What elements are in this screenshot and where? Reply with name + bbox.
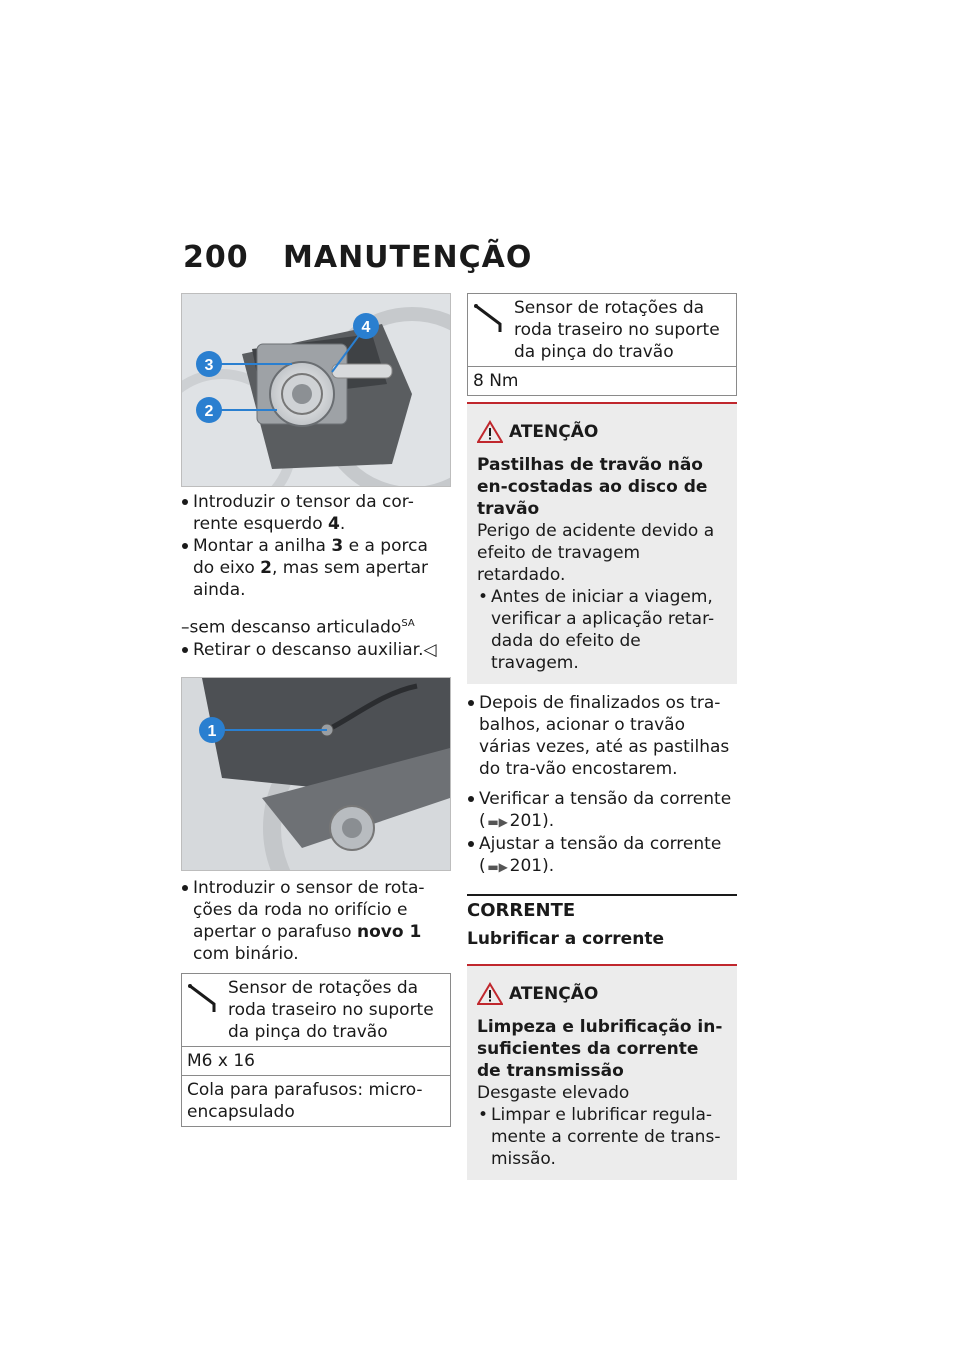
warning-text: Perigo de acidente devido a efeito de travagem retardado. bbox=[477, 521, 715, 585]
spec-head: Sensor de rotações da roda traseiro no suporte da pinça do travão bbox=[182, 974, 450, 1046]
page-ref-link[interactable]: 201). bbox=[509, 811, 555, 831]
page-number: 200 bbox=[183, 240, 249, 275]
warning-bullets bbox=[477, 1104, 727, 1170]
warning-header bbox=[477, 420, 727, 444]
step-insert-sensor: Introduzir o sensor de rota- ções da roda no orifício e apertar o parafuso novo 1 com binário. bbox=[181, 877, 451, 965]
spec-head: Sensor de rotações da roda traseiro no suporte da pinça do travão bbox=[468, 294, 736, 366]
warning-title: Limpeza e lubrificação in-suficientes da corrente de transmissão bbox=[477, 1017, 723, 1081]
step-insert-tensioner: Introduzir o tensor da cor- rente esquerdo 4. bbox=[181, 491, 451, 535]
wrench-icon bbox=[188, 980, 222, 1014]
torque-spec-table-right bbox=[467, 293, 737, 396]
spec-row-torque: 8 Nm bbox=[468, 366, 736, 395]
wheel-sensor-illustration bbox=[182, 678, 450, 870]
warning-title: Pastilhas de travão não en-costadas ao disco de travão bbox=[477, 455, 708, 519]
callout-1-label: 1 bbox=[207, 722, 217, 740]
page-title: MANUTENÇÃO bbox=[283, 240, 533, 275]
option-superscript: SA bbox=[401, 618, 415, 629]
warning-bullets bbox=[477, 586, 727, 674]
warning-bullet: • Antes de iniciar a viagem, verificar a aplicação retar-dada do efeito de travagem. bbox=[477, 586, 727, 674]
callout-4-label: 4 bbox=[361, 319, 371, 336]
warning-box-chain bbox=[467, 964, 737, 1180]
photo-wheel-sensor bbox=[181, 677, 451, 871]
condition-line: –sem descanso articulado$^{SA}$ bbox=[181, 617, 415, 638]
steps-list-2 bbox=[181, 877, 451, 965]
warning-triangle-icon bbox=[477, 982, 503, 1006]
steps-list-right bbox=[467, 692, 737, 878]
wrench-icon bbox=[474, 300, 508, 334]
step-adjust-tension: Ajustar a tensão da corrente ( ▬▶ 201). bbox=[467, 833, 737, 878]
warning-label: ATENÇÃO bbox=[509, 422, 599, 442]
subsection-title: Lubrificar a corrente bbox=[467, 929, 664, 949]
step-remove-stand: Retirar o descanso auxiliar.◁ bbox=[181, 639, 451, 661]
warning-bullet: • Limpar e lubrificar regula-mente a corrente de trans-missão. bbox=[477, 1104, 727, 1170]
torque-spec-table-left bbox=[181, 973, 451, 1127]
step-brake-pump: Depois de finalizados os tra-balhos, acionar o travão várias vezes, até as pastilhas do tra-vão encostarem. bbox=[467, 692, 737, 780]
section-title: CORRENTE bbox=[467, 894, 737, 922]
page-ref-link[interactable]: 201). bbox=[509, 856, 555, 876]
warning-triangle-icon bbox=[477, 420, 503, 444]
warning-text: Desgaste elevado bbox=[477, 1083, 630, 1103]
callout-3-label: 3 bbox=[204, 357, 214, 374]
page-ref-arrow-icon: ▬▶ bbox=[487, 815, 508, 829]
warning-box-brake bbox=[467, 402, 737, 684]
step-check-tension: Verificar a tensão da corrente ( ▬▶ 201). bbox=[467, 788, 737, 833]
warning-header bbox=[477, 982, 727, 1006]
spec-row-adhesive: Cola para parafusos: micro-encapsulado bbox=[182, 1075, 450, 1126]
steps-list-remove bbox=[181, 639, 451, 661]
step-mount-washer: Montar a anilha 3 e a porca do eixo 2, mas sem apertar ainda. bbox=[181, 535, 451, 601]
spec-row-size: M6 x 16 bbox=[182, 1046, 450, 1075]
right-column bbox=[467, 293, 737, 1180]
photo-chain-tensioner bbox=[181, 293, 451, 487]
page-ref-arrow-icon: ▬▶ bbox=[487, 860, 508, 874]
steps-list-1 bbox=[181, 491, 451, 601]
warning-label: ATENÇÃO bbox=[509, 984, 599, 1004]
callout-2-label: 2 bbox=[204, 403, 214, 420]
chain-tensioner-illustration bbox=[182, 294, 450, 486]
left-column bbox=[181, 293, 451, 1127]
